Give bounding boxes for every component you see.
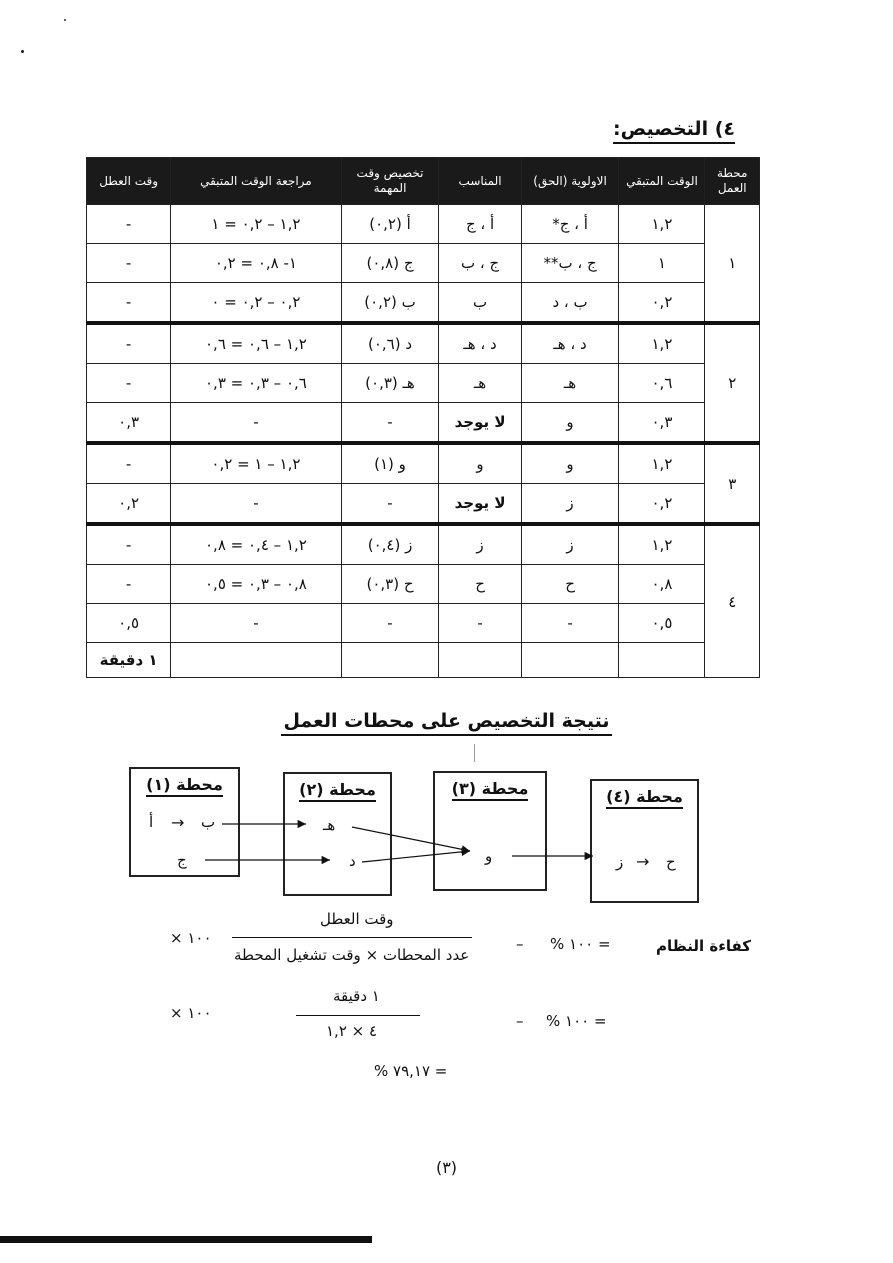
- remaining-cell: ٠,٥: [619, 604, 705, 643]
- remaining-cell: ١,٢: [619, 443, 705, 484]
- idle-cell: -: [87, 565, 171, 604]
- suitable-cell: ب: [439, 283, 521, 324]
- arrow-right-icon: →: [171, 813, 185, 832]
- header-remaining-review: مراجعة الوقت المتبقي: [171, 158, 341, 205]
- suitable-cell: ز: [439, 524, 521, 565]
- denominator: عدد المحطات × وقت تشغيل المحطة: [234, 946, 470, 964]
- assign-cell: -: [341, 484, 439, 525]
- suitable-cell: أ ، ج: [439, 205, 521, 244]
- times-100: ١٠٠ ×: [170, 1004, 212, 1022]
- review-cell: ٠,٢ – ٠,٢ = ٠: [171, 283, 341, 324]
- assign-cell: ز (٠,٤): [341, 524, 439, 565]
- idle-cell: -: [87, 205, 171, 244]
- header-station: محطة العمل: [705, 158, 760, 205]
- priority-cell: ح: [521, 565, 619, 604]
- assign-cell: ب (٠,٢): [341, 283, 439, 324]
- priority-cell: -: [521, 604, 619, 643]
- review-cell: ١- ٠,٨ = ٠,٢: [171, 244, 341, 283]
- fraction-bar: [296, 1015, 420, 1016]
- idle-cell: -: [87, 323, 171, 364]
- idle-cell: -: [87, 443, 171, 484]
- assign-cell: أ (٠,٢): [341, 205, 439, 244]
- station-cell: ٢: [705, 323, 760, 443]
- idle-cell: -: [87, 364, 171, 403]
- assign-cell: ج (٠,٨): [341, 244, 439, 283]
- station-title-text: محطة (٤): [606, 787, 683, 809]
- priority-cell: و: [521, 443, 619, 484]
- review-cell: ١,٢ – ٠,٦ = ٠,٦: [171, 323, 341, 364]
- assign-cell: -: [341, 604, 439, 643]
- header-idle-time: وقت العطل: [87, 158, 171, 205]
- assign-cell: هـ (٠,٣): [341, 364, 439, 403]
- review-cell: ٠,٨ – ٠,٣ = ٠,٥: [171, 565, 341, 604]
- suitable-cell: لا يوجد: [439, 403, 521, 444]
- review-cell: ١,٢ – ٠,٤ = ٠,٨: [171, 524, 341, 565]
- suitable-cell: و: [439, 443, 521, 484]
- section-heading: ٤) التخصيص:: [613, 118, 735, 144]
- equals-100-percent: = ١٠٠ %: [546, 1012, 607, 1030]
- result-title: نتيجة التخصيص على محطات العمل: [281, 710, 611, 736]
- review-cell: ١,٢ – ١ = ٠,٢: [171, 443, 341, 484]
- suitable-cell: لا يوجد: [439, 484, 521, 525]
- suitable-cell: ج ، ب: [439, 244, 521, 283]
- review-cell: ١,٢ – ٠,٢ = ١: [171, 205, 341, 244]
- header-priority: الاولوية (الحق): [521, 158, 619, 205]
- remaining-cell: ١: [619, 244, 705, 283]
- review-cell: ٠,٦ – ٠,٣ = ٠,٣: [171, 364, 341, 403]
- arrow-right-icon: →: [636, 852, 650, 871]
- priority-cell: د ، هـ: [521, 323, 619, 364]
- suitable-cell: هـ: [439, 364, 521, 403]
- idle-cell: -: [87, 524, 171, 565]
- task-label: ح: [666, 853, 676, 871]
- remaining-cell: ٠,٦: [619, 364, 705, 403]
- assign-cell: -: [341, 403, 439, 444]
- review-cell: -: [171, 403, 341, 444]
- station-cell: ١: [705, 205, 760, 324]
- assign-cell: د (٠,٦): [341, 323, 439, 364]
- remaining-cell: ١,٢: [619, 323, 705, 364]
- assign-cell: و (١): [341, 443, 439, 484]
- priority-cell: و: [521, 403, 619, 444]
- efficiency-result: = ٧٩,١٧ %: [374, 1062, 448, 1080]
- review-cell: -: [171, 604, 341, 643]
- priority-cell: هـ: [521, 364, 619, 403]
- idle-cell: ٠,٣: [87, 403, 171, 444]
- efficiency-label: كفاءة النظام: [656, 937, 752, 955]
- idle-cell: ٠,٢: [87, 484, 171, 525]
- remaining-cell: ٠,٢: [619, 484, 705, 525]
- page-number: (٣): [435, 1158, 458, 1177]
- station-title-text: محطة (١): [146, 775, 223, 797]
- task-label: د: [349, 852, 356, 870]
- idle-cell: -: [87, 244, 171, 283]
- remaining-cell: ٠,٢: [619, 283, 705, 324]
- station-title-text: محطة (٣): [452, 779, 529, 801]
- remaining-cell: ١,٢: [619, 205, 705, 244]
- suitable-cell: ح: [439, 565, 521, 604]
- priority-cell: أ ، ج*: [521, 205, 619, 244]
- header-remaining-time: الوقت المتبقي: [619, 158, 705, 205]
- numerator: ١ دقيقة: [333, 987, 380, 1005]
- header-suitable: المناسب: [439, 158, 521, 205]
- task-label: هـ: [323, 816, 336, 834]
- suitable-cell: -: [439, 604, 521, 643]
- task-label: و: [485, 847, 493, 865]
- total-idle-cell: ١ دقيقة: [87, 643, 171, 678]
- denominator: ٤ × ١,٢: [326, 1022, 378, 1040]
- assign-cell: ح (٠,٣): [341, 565, 439, 604]
- idle-cell: -: [87, 283, 171, 324]
- remaining-cell: ٠,٨: [619, 565, 705, 604]
- suitable-cell: د ، هـ: [439, 323, 521, 364]
- priority-cell: ب ، د: [521, 283, 619, 324]
- priority-cell: ز: [521, 524, 619, 565]
- idle-cell: ٠,٥: [87, 604, 171, 643]
- task-label: ز: [616, 853, 624, 871]
- scan-edge-bar: [0, 1236, 372, 1243]
- review-cell: -: [171, 484, 341, 525]
- minus-sign: –: [516, 1012, 524, 1030]
- station-cell: ٣: [705, 443, 760, 524]
- station-cell: ٤: [705, 524, 760, 678]
- numerator: وقت العطل: [320, 910, 394, 928]
- priority-cell: ج ، ب**: [521, 244, 619, 283]
- minus-sign: –: [516, 935, 524, 953]
- flow-arrow: [362, 851, 470, 862]
- task-label: ج: [177, 851, 187, 869]
- task-label: أ: [149, 813, 154, 831]
- remaining-cell: ٠,٣: [619, 403, 705, 444]
- header-task-assignment: تخصيص وقت المهمة: [341, 158, 439, 205]
- task-label: ب: [201, 813, 216, 831]
- station-title-text: محطة (٢): [299, 780, 376, 802]
- times-100: ١٠٠ ×: [170, 929, 212, 947]
- fraction-bar: [232, 937, 472, 938]
- equals-100-percent: = ١٠٠ %: [550, 935, 611, 953]
- flow-arrow: [352, 827, 470, 851]
- priority-cell: ز: [521, 484, 619, 525]
- remaining-cell: ١,٢: [619, 524, 705, 565]
